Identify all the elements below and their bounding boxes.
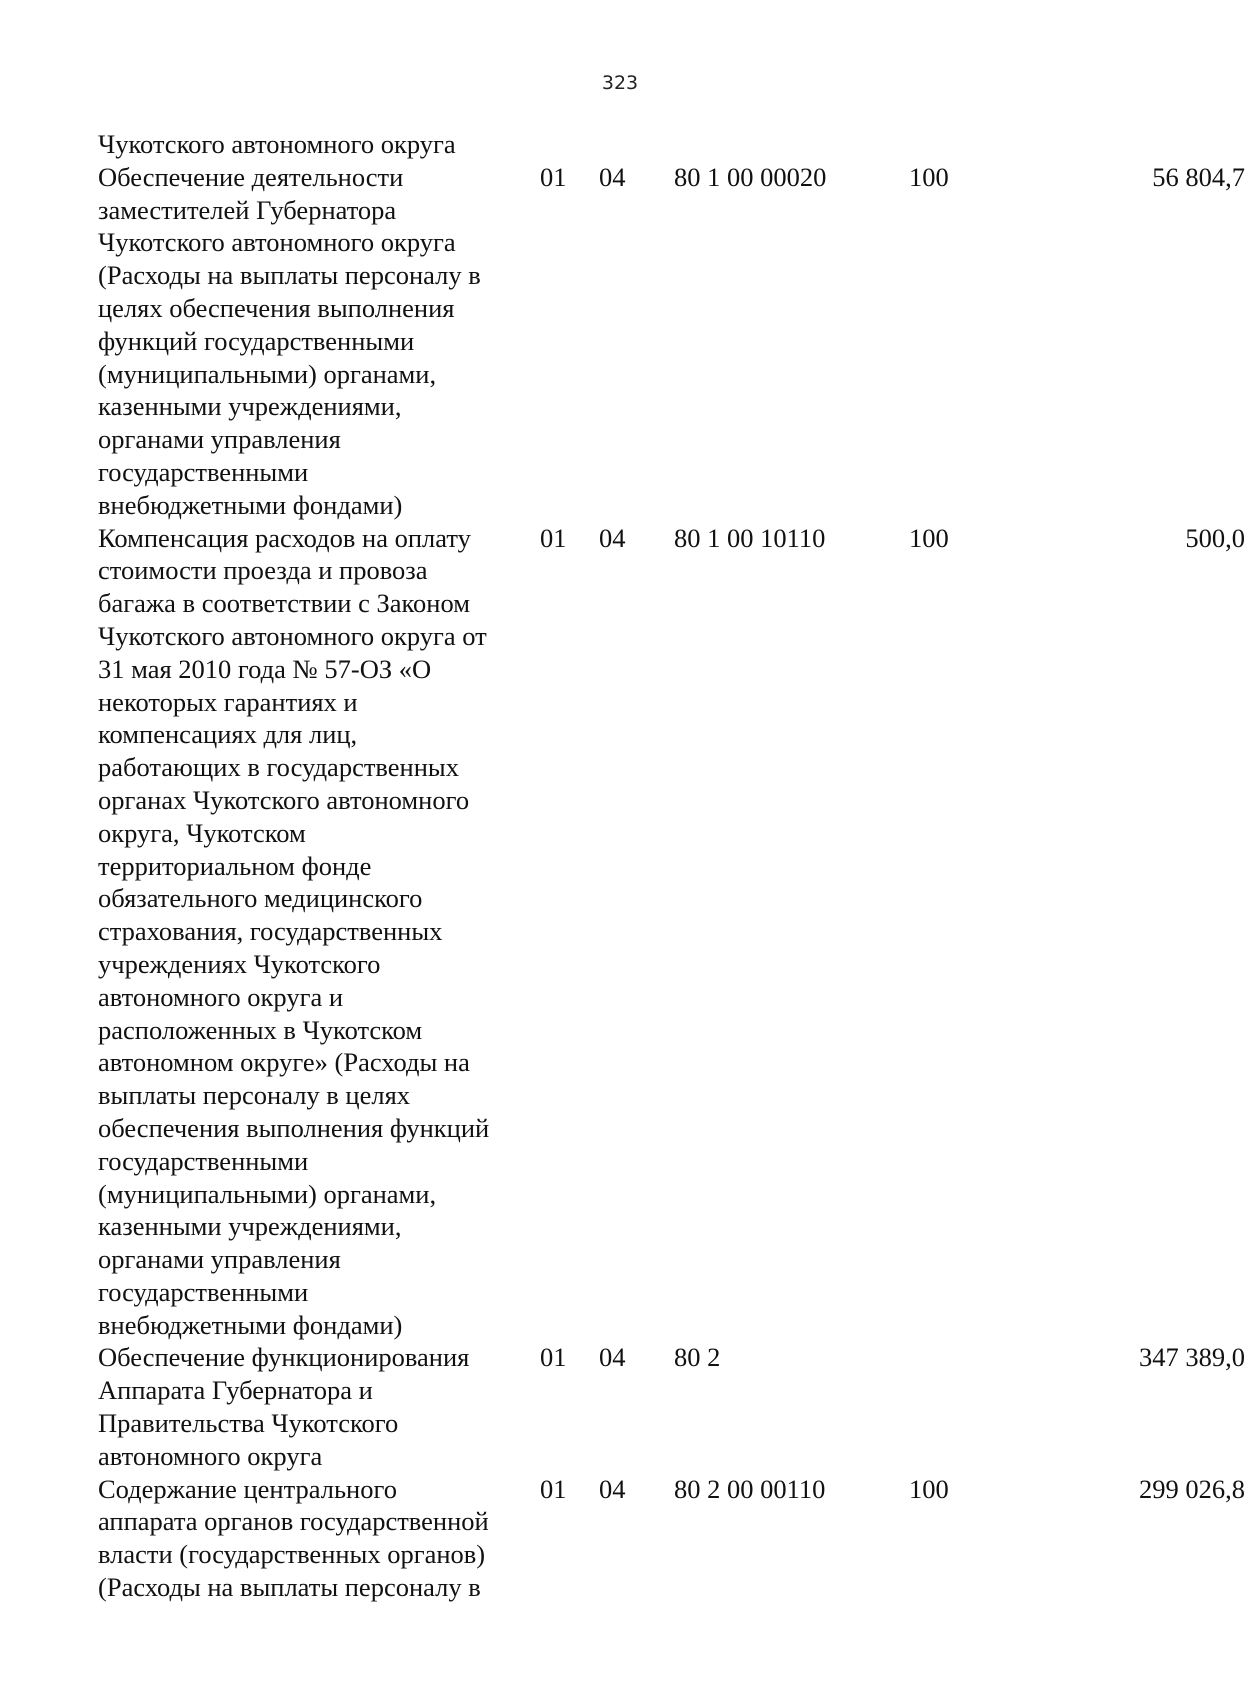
budget-table xyxy=(98,128,1245,1604)
row-description: Чукотского автономного округа xyxy=(98,129,456,159)
table-row xyxy=(98,1341,1245,1472)
row-target-article-code: 80 1 00 10110 xyxy=(674,522,826,553)
row-expense-type-code: 100 xyxy=(909,1473,949,1504)
row-target-article-code: 80 2 xyxy=(674,1342,721,1373)
row-subsection-code: 04 xyxy=(599,1342,626,1373)
table-row xyxy=(98,128,538,161)
row-section-code: 01 xyxy=(540,522,567,553)
row-amount: 500,0 xyxy=(1185,522,1245,553)
row-description: Компенсация расходов на оплату стоимости проезда и провоза багажа в соответствии с Законом Чукотского автономного округа от 31 мая 2010 года № 57-ОЗ «О некоторых гарантиях и компенсациях для лиц, работающих в государственных органах Чукотского автономного округа, Чукотском территориальном фонде обязательного медицинского страхования, государственных учреждениях Чукотского автономного округа и расположенных в Чукотском автономном округе» (Расходы на выплаты персоналу в целях обеспечения выполнения функций государственными (муниципальными) органами, казенными учреждениями, органами управления государственными внебюджетными фондами) xyxy=(98,522,490,1340)
row-subsection-code: 04 xyxy=(599,161,626,192)
row-subsection-code: 04 xyxy=(599,1473,626,1504)
row-description: Обеспечение функционирования Аппарата Губернатора и Правительства Чукотского автономного округа xyxy=(98,1342,470,1471)
row-target-article-code: 80 2 00 00110 xyxy=(674,1473,826,1504)
row-target-article-code: 80 1 00 00020 xyxy=(674,161,827,192)
row-description: Обеспечение деятельности заместителей Губернатора Чукотского автономного округа (Расходы на выплаты персоналу в целях обеспечения выполнения функций государственными (муниципальными) органами, казенными учреждениями, органами управления государственными внебюджетными фондами) xyxy=(98,161,481,520)
row-amount: 347 389,0 xyxy=(1139,1342,1245,1373)
row-section-code: 01 xyxy=(540,1473,567,1504)
table-row xyxy=(98,161,1245,522)
row-expense-type-code: 100 xyxy=(909,522,949,553)
row-section-code: 01 xyxy=(540,1342,567,1373)
table-row xyxy=(98,522,1245,1342)
table-row xyxy=(98,1473,1245,1604)
row-subsection-code: 04 xyxy=(599,522,626,553)
row-amount: 299 026,8 xyxy=(1139,1473,1245,1504)
row-amount: 56 804,7 xyxy=(1152,161,1245,192)
row-section-code: 01 xyxy=(540,161,567,192)
row-expense-type-code: 100 xyxy=(909,161,949,192)
page-number: 323 xyxy=(601,72,639,94)
row-description: Содержание центрального аппарата органов государственной власти (государственных органов) (Расходы на выплаты персоналу в xyxy=(98,1473,489,1603)
